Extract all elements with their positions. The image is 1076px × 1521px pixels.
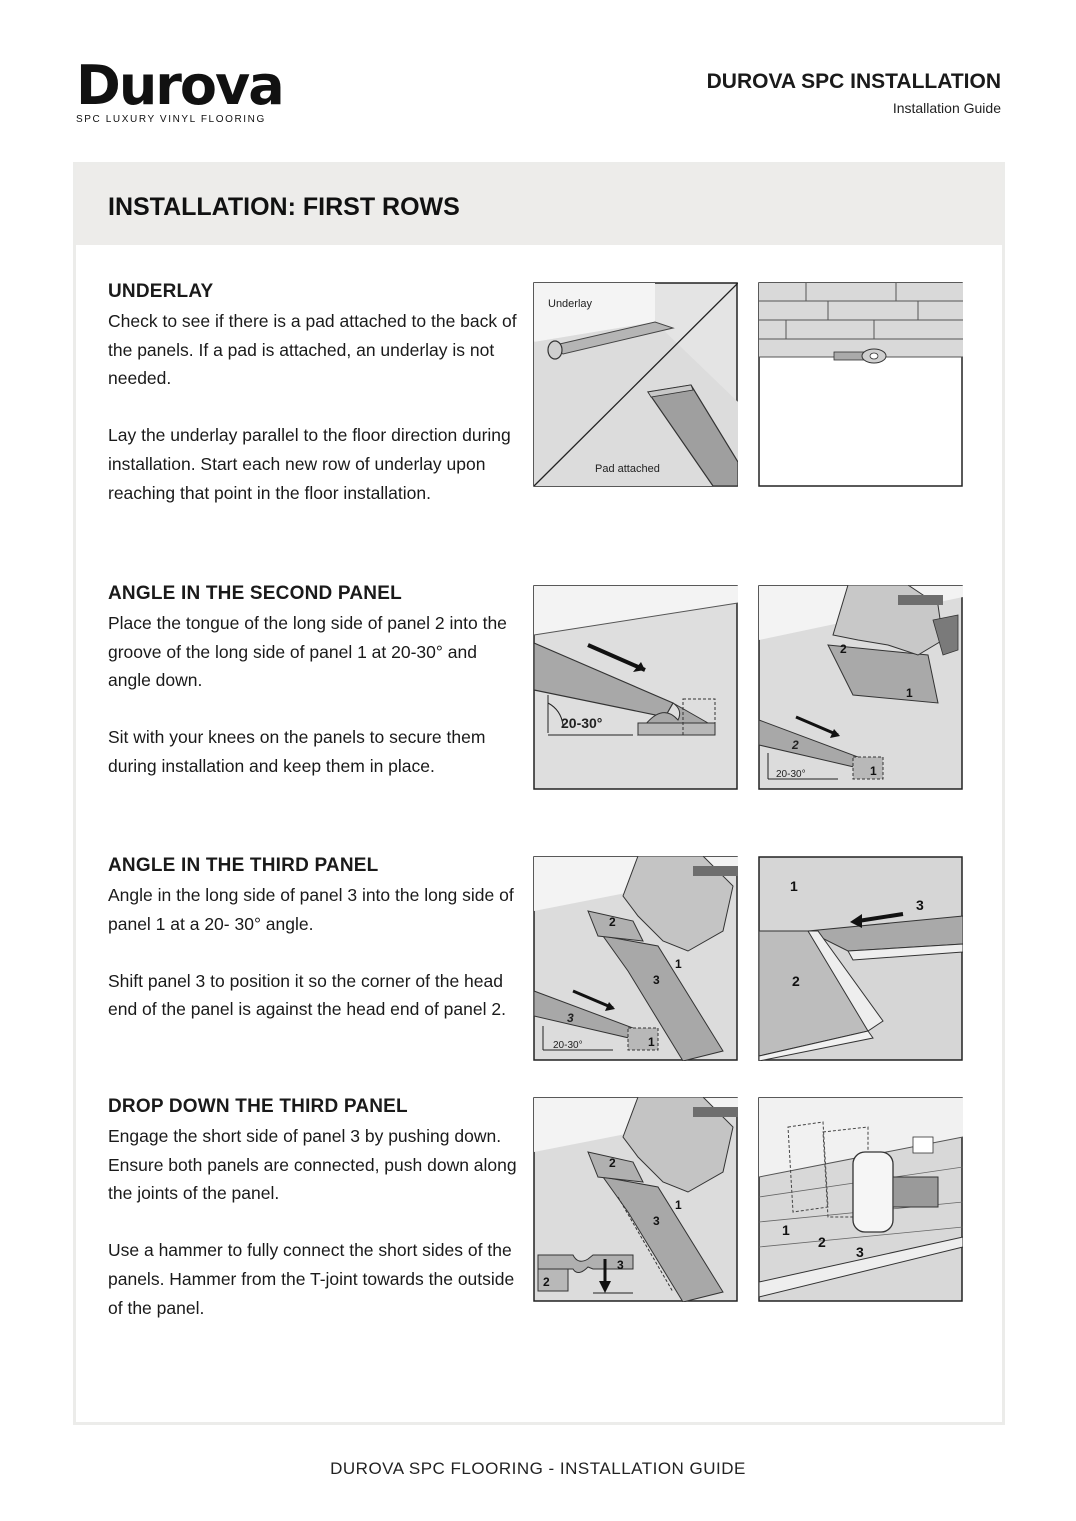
figure-label: 1 xyxy=(782,1222,790,1238)
underlay-roll-illustration xyxy=(533,282,738,487)
page-footer: DUROVA SPC FLOORING - INSTALLATION GUIDE xyxy=(330,1459,746,1478)
figure-label: 3 xyxy=(653,1214,660,1228)
section-title: ANGLE IN THE SECOND PANEL xyxy=(108,583,402,604)
figure-label: 20-30° xyxy=(561,715,603,731)
section-paragraph: Place the tongue of the long side of panel 2 into the groove of the long side of panel 1 at 20-30° and angle down. xyxy=(108,613,507,691)
section-second-panel xyxy=(108,583,518,781)
tape-seam-illustration xyxy=(758,282,963,487)
brand-logo xyxy=(76,54,283,125)
figure-label: 3 xyxy=(856,1244,864,1260)
header-subtitle: Installation Guide xyxy=(892,100,1001,116)
figure-label: 3 xyxy=(653,973,660,987)
figure-label: 20-30° xyxy=(553,1040,583,1051)
figure-label: Pad attached xyxy=(595,463,660,475)
figure-label: 2 xyxy=(609,915,616,929)
panel-shift-diagram xyxy=(758,856,963,1061)
figure-label: 1 xyxy=(648,1035,655,1049)
figure-label: 1 xyxy=(790,878,798,894)
figure-label: 2 xyxy=(818,1234,826,1250)
section-paragraph: Lay the underlay parallel to the floor direction during installation. Start each new row of underlay upon reaching that point in the floor installation. xyxy=(108,425,511,503)
section-paragraph: Angle in the long side of panel 3 into the long side of panel 1 at a 20- 30° angle. xyxy=(108,885,514,934)
figure-label: 2 xyxy=(609,1156,616,1170)
figure-label: 20-30° xyxy=(776,769,806,780)
figure-label: 1 xyxy=(906,686,913,700)
figure-label: 3 xyxy=(916,897,924,913)
angle-panel-diagram xyxy=(533,585,738,790)
figure-label: 2 xyxy=(840,642,847,656)
panel-header xyxy=(76,165,1002,245)
figure-label: 1 xyxy=(675,957,682,971)
section-paragraph: Engage the short side of panel 3 by pushing down. Ensure both panels are connected, push down along the joints of the panel. xyxy=(108,1126,517,1204)
section-paragraph: Check to see if there is a pad attached to the back of the panels. If a pad is attached, an underlay is not needed. xyxy=(108,311,517,389)
figure-label: 1 xyxy=(870,764,877,778)
section-underlay xyxy=(108,281,518,507)
section-paragraph: Shift panel 3 to position it so the corner of the head end of the panel is against the head end of panel 2. xyxy=(108,970,506,1020)
section-paragraph: Use a hammer to fully connect the short sides of the panels. Hammer from the T-joint towards the outside of the panel. xyxy=(108,1240,515,1318)
header-title: DUROVA SPC INSTALLATION xyxy=(706,70,1001,93)
brand-tagline: SPC LUXURY VINYL FLOORING xyxy=(76,114,266,125)
figure-label: 3 xyxy=(567,1011,574,1025)
figure-label: 2 xyxy=(792,973,800,989)
figure-label: Underlay xyxy=(548,298,593,310)
section-title: UNDERLAY xyxy=(108,281,214,302)
third-panel-angle-illustration xyxy=(533,856,738,1061)
page-title: INSTALLATION: FIRST ROWS xyxy=(108,193,460,221)
drop-down-illustration xyxy=(533,1097,738,1302)
section-third-panel xyxy=(108,855,518,1024)
section-drop-down xyxy=(108,1096,518,1322)
figure-label: 3 xyxy=(617,1258,624,1272)
section-title: ANGLE IN THE THIRD PANEL xyxy=(108,855,379,876)
kneeling-installer-illustration xyxy=(758,585,963,790)
figure-label: 1 xyxy=(675,1198,682,1212)
section-title: DROP DOWN THE THIRD PANEL xyxy=(108,1096,408,1117)
hammer-tapping-illustration xyxy=(758,1097,963,1302)
figure-label: 2 xyxy=(543,1275,550,1289)
section-paragraph: Sit with your knees on the panels to secure them during installation and keep them in place. xyxy=(108,727,486,776)
figure-label: 2 xyxy=(792,738,799,752)
brand-name: Durova xyxy=(76,54,283,117)
